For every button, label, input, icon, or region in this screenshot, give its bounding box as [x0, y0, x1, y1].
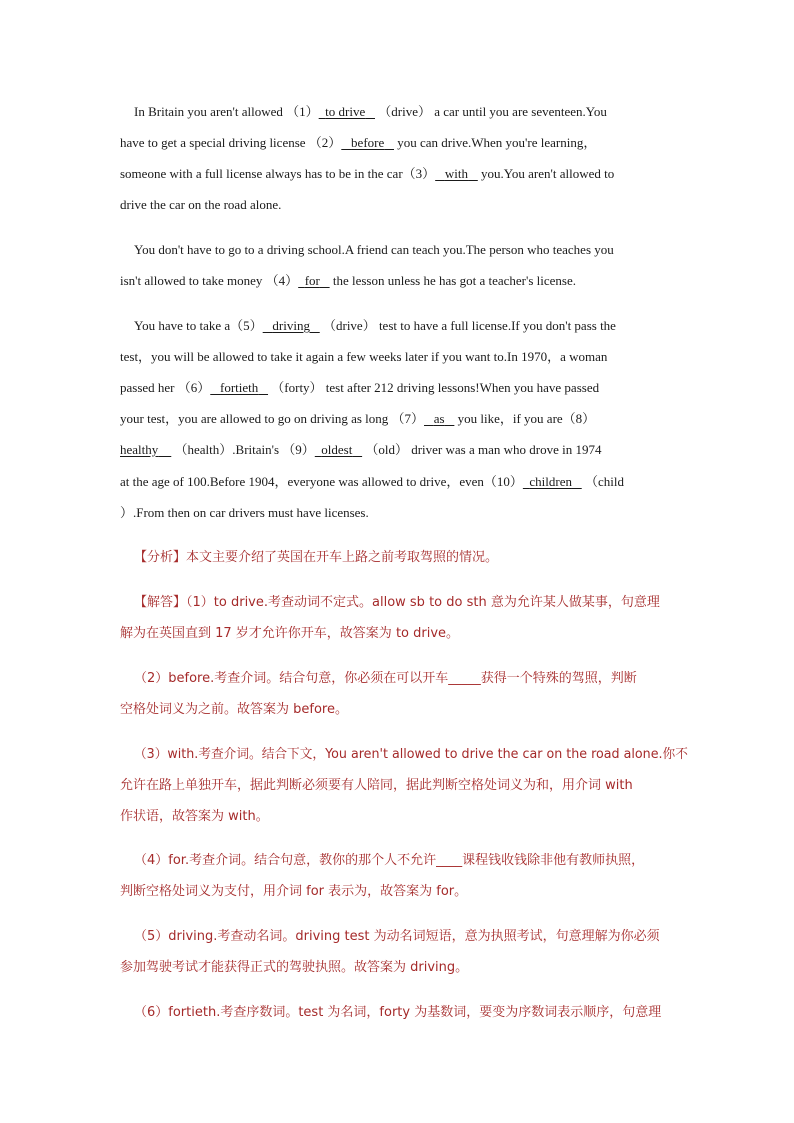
answer-2-line2: 空格处词义为之前。故答案为 before。	[120, 702, 348, 717]
passage-p2-line1: You don't have to go to a driving school.A friend can teach you.The person who teaches you	[134, 242, 614, 257]
answer-blank-2: before	[351, 135, 385, 150]
answer-blank-1: to drive	[325, 104, 366, 119]
answer-4-line2: 判断空格处词义为支付，用介词 for 表示为，故答案为 for。	[120, 884, 468, 899]
answer-blank-8: healthy	[120, 442, 159, 457]
answer-3-line1: （3）with.考查介词。结合下文，You aren't allowed to drive the car on the road alone.你不	[134, 747, 688, 762]
answer-3-line2: 允许在路上单独开车，据此判断必须要有人陪同，据此判断空格处词义为和，用介词 with	[120, 778, 633, 793]
answer-blank-9: oldest	[321, 442, 353, 457]
answer-3-line3: 作状语，故答案为 with。	[120, 809, 269, 824]
passage-p3-line4: your test，you are allowed to go on driving as long （7） as you like，if you are（8）	[120, 411, 596, 426]
analysis-text: 本文主要介绍了英国在开车上路之前考取驾照的情况。	[186, 550, 499, 565]
analysis-label: 【分析】	[134, 550, 187, 565]
answer-5-line1: （5）driving.考查动名词。driving test 为动名词短语，意为执照考试，句意理解为你必须	[134, 929, 660, 944]
passage-p3-line1: You have to take a（5） driving （drive） test to have a full license.If you don't pass the	[134, 318, 616, 333]
passage-p1-line3: someone with a full license always has to be in the car（3） with you.You aren't allowed to	[120, 166, 615, 181]
answer-blank-6: fortieth	[220, 380, 259, 395]
answer-blank-3: with	[444, 166, 469, 181]
answer-blank-7: as	[433, 411, 445, 426]
passage-p3-line2: test，you will be allowed to take it again a few weeks later if you want to.In 1970，a woman	[120, 349, 608, 364]
passage-p1-line2: have to get a special driving license （2） before you can drive.When you're learning，	[120, 135, 597, 150]
answer-6-line1: （6）fortieth.考查序数词。test 为名词，forty 为基数词，要变为序数词表示顺序，句意理	[134, 1005, 662, 1020]
passage-p3-line3: passed her （6） fortieth （forty） test after 212 driving lessons!When you have passed	[120, 380, 600, 395]
passage-p1-line4: drive the car on the road alone.	[120, 197, 282, 212]
answer-blank-4: for	[304, 273, 320, 288]
answer-1-line1: 【解答】（1）to drive.考查动词不定式。allow sb to do sth 意为允许某人做某事，句意理	[134, 595, 660, 610]
answer-1-line2: 解为在英国直到 17 岁才允许你开车，故答案为 to drive。	[120, 626, 460, 641]
passage-p3-line7: ）.From then on car drivers must have licenses.	[120, 505, 369, 520]
passage-p3-line5: healthy （health）.Britain's （9） oldest （old） driver was a man who drove in 1974	[120, 442, 602, 457]
answers-label: 【解答】	[134, 595, 187, 610]
analysis-line	[134, 550, 688, 566]
answer-blank-10: children	[529, 474, 572, 489]
passage-p1-line1: In Britain you aren't allowed （1） to drive （drive） a car until you are seventeen.You	[134, 104, 607, 119]
answer-4-line1: （4）for.考查介词。结合句意，教你的那个人不允许____课程钱收钱除非他有教师执照，	[134, 853, 645, 868]
answer-blank-5: driving	[272, 318, 310, 333]
passage-p2-line2: isn't allowed to take money （4） for the lesson unless he has got a teacher's license.	[120, 273, 576, 288]
passage-p3-line6: at the age of 100.Before 1904，everyone was allowed to drive，even（10） children （child	[120, 474, 624, 489]
answer-2-line1: （2）before.考查介词。结合句意，你必须在可以开车_____获得一个特殊的驾照，判断	[134, 671, 637, 686]
answer-5-line2: 参加驾驶考试才能获得正式的驾驶执照。故答案为 driving。	[120, 960, 469, 975]
